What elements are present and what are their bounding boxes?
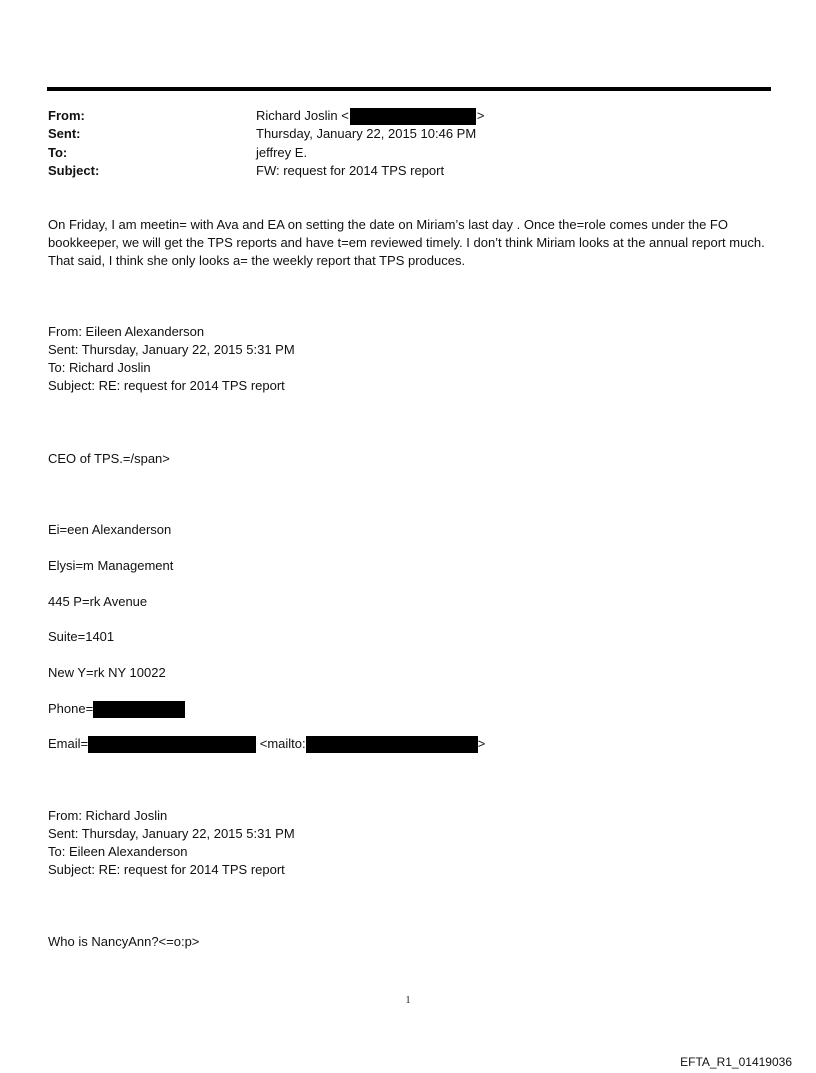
phone-label: Phone= [48, 701, 94, 716]
sent-value: Thursday, January 22, 2015 10:46 PM [256, 126, 477, 141]
document-id: EFTA_R1_01419036 [680, 1055, 792, 1069]
quoted1-from: From: Eileen Alexanderson [48, 324, 205, 339]
email-body-paragraph: On Friday, I am meetin= with Ava and EA on setting the date on Miriam’s last day . Once the=role comes under the FO bookkeeper, we will get the TPS reports and have t=em reviewed timely. I don’t think Miriam looks at the annual report much. That said, I think she only looks a= the weekly report that TPS produces. [48, 217, 765, 268]
quoted1-to: To: Richard Joslin [48, 360, 151, 375]
from-open-bracket: < [341, 108, 349, 123]
email-label: Email= [48, 736, 89, 751]
redaction-box [93, 701, 185, 718]
signature-company: Elysi=m Management [48, 558, 174, 573]
quoted2-to: To: Eileen Alexanderson [48, 844, 188, 859]
header-divider [47, 87, 771, 91]
signature-email [48, 735, 485, 753]
page-number: 1 [405, 995, 411, 1006]
quoted1-subject: Subject: RE: request for 2014 TPS report [48, 378, 285, 393]
quoted2-sent: Sent: Thursday, January 22, 2015 5:31 PM [48, 826, 295, 841]
subject-label: Subject: [48, 163, 100, 178]
signature-street: 445 P=rk Avenue [48, 594, 148, 609]
signature-name: Ei=een Alexanderson [48, 522, 172, 537]
mailto-close: > [477, 736, 486, 751]
signature-suite: Suite=1401 [48, 629, 115, 644]
to-value: jeffrey E. [256, 145, 308, 160]
sent-label: Sent: [48, 126, 81, 141]
subject-value: FW: request for 2014 TPS report [256, 163, 445, 178]
from-label: From: [48, 108, 85, 123]
from-name: Richard Joslin [256, 108, 338, 123]
redaction-box [306, 736, 478, 753]
ceo-line: CEO of TPS.=/span> [48, 451, 170, 466]
redaction-box [350, 108, 476, 125]
mailto-open: <mailto: [259, 736, 306, 751]
signature-city: New Y=rk NY 10022 [48, 665, 166, 680]
from-value [256, 108, 484, 125]
question-line: Who is NancyAnn?<=o:p> [48, 934, 200, 949]
redaction-box [88, 736, 256, 753]
signature-phone [48, 700, 185, 718]
to-label: To: [48, 145, 68, 160]
quoted2-from: From: Richard Joslin [48, 808, 168, 823]
quoted1-sent: Sent: Thursday, January 22, 2015 5:31 PM [48, 342, 295, 357]
quoted2-subject: Subject: RE: request for 2014 TPS report [48, 862, 285, 877]
from-close-bracket: > [476, 108, 485, 123]
